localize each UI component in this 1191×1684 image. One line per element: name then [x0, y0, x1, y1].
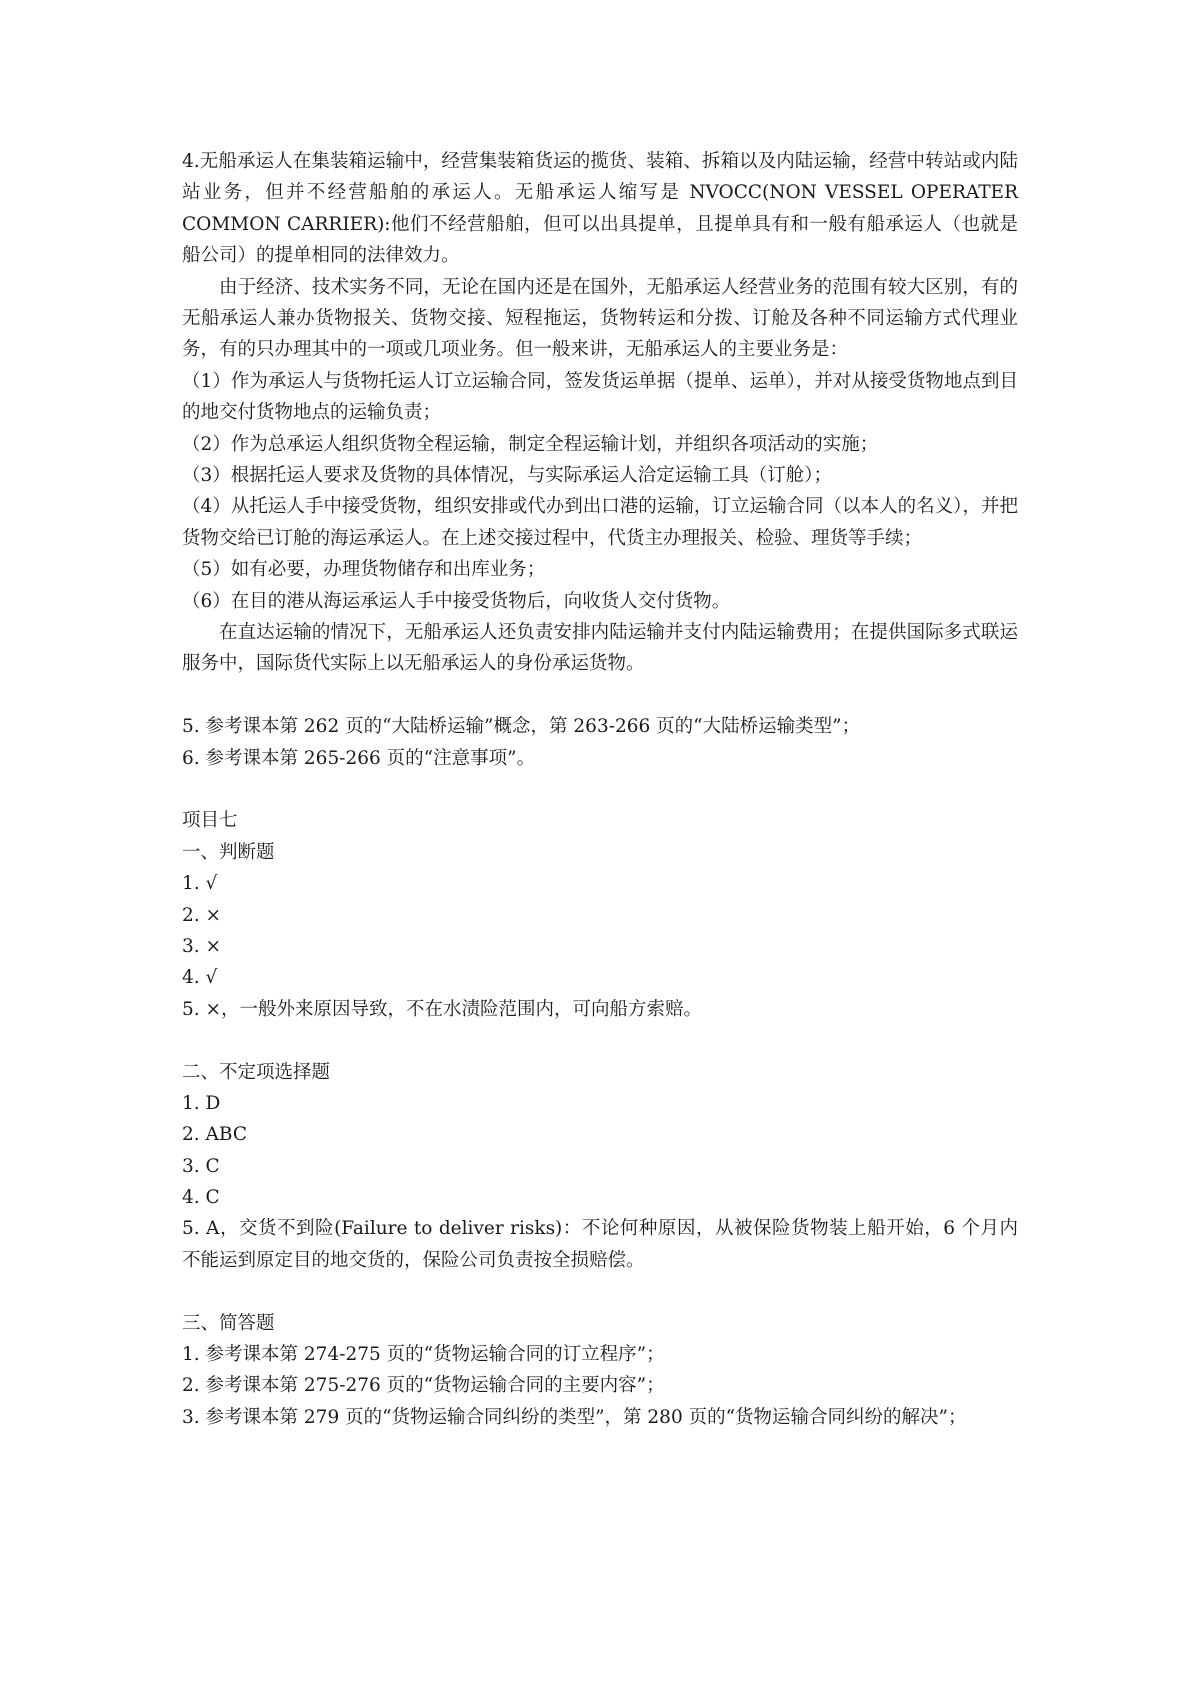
judge-item-2: 2. × [182, 904, 222, 926]
direct-transport-paragraph: 在直达运输的情况下，无船承运人还负责安排内陆运输并支付内陆运输费用；在提供国际多式联运服务中，国际货代实际上以无船承运人的身份承运货物。 [182, 622, 1018, 675]
nvocc-definition-paragraph: 4.无船承运人在集装箱运输中，经营集装箱货运的揽货、装箱、拆箱以及内陆运输，经营中转站或内陆站业务，但并不经营船舶的承运人。无船承运人缩写是 NVOCC(NON VESSEL OPERATER COMMON CARRIER):他们不经营船舶，但可以出具提单，且提单具有和一般有船承运人（也就是船公司）的提单相同的法律效力。 [182, 151, 1018, 267]
choice-item-4: 4. C [182, 1187, 220, 1209]
spacer [182, 1276, 1018, 1307]
business-item-5: （5）如有必要，办理货物储存和出库业务； [182, 559, 546, 581]
short-answer-item-3: 3. 参考课本第 279 页的“货物运输合同纠纷的类型”，第 280 页的“货物运输合同纠纷的解决”； [182, 1406, 967, 1428]
judge-heading: 一、判断题 [182, 841, 275, 863]
choice-heading: 二、不定项选择题 [182, 1061, 331, 1083]
judge-item-4: 4. √ [182, 967, 218, 989]
answer-5: 5. 参考课本第 262 页的“大陆桥运输”概念，第 263-266 页的“大陆桥运输类型”； [182, 716, 861, 738]
choice-item-1: 1. D [182, 1092, 221, 1114]
business-item-2: （2）作为总承运人组织货物全程运输，制定全程运输计划，并组织各项活动的实施； [182, 433, 879, 455]
business-item-4: （4）从托运人手中接受货物，组织安排或代办到出口港的运输，订立运输合同（以本人的名义），并把货物交给已订舱的海运承运人。在上述交接过程中，代货主办理报关、检验、理货等手续； [182, 496, 1018, 549]
short-answer-item-2: 2. 参考课本第 275-276 页的“货物运输合同的主要内容”； [182, 1375, 665, 1397]
judge-item-1: 1. √ [182, 873, 218, 895]
judge-item-5: 5. ×，一般外来原因导致，不在水渍险范围内，可向船方索赔。 [182, 998, 703, 1020]
choice-item-2: 2. ABC [182, 1124, 247, 1146]
spacer [182, 680, 1018, 711]
choice-item-3: 3. C [182, 1155, 220, 1177]
nvocc-business-scope-paragraph: 由于经济、技术实务不同，无论在国内还是在国外，无船承运人经营业务的范围有较大区别，有的无船承运人兼办货物报关、货物交接、短程拖运，货物转运和分拨、订舱及各种不同运输方式代理业务，有的只办理其中的一项或几项业务。但一般来讲，无船承运人的主要业务是： [182, 276, 1018, 361]
short-answer-heading: 三、简答题 [182, 1312, 275, 1334]
choice-item-5: 5. A，交货不到险(Failure to deliver risks)：不论何种原因，从被保险货物装上船开始，6 个月内不能运到原定目的地交货的，保险公司负责按全损赔偿。 [182, 1218, 1018, 1271]
project-title: 项目七 [182, 810, 238, 832]
judge-item-3: 3. × [182, 935, 222, 957]
spacer [182, 1025, 1018, 1056]
document-page [182, 146, 1018, 1433]
short-answer-item-1: 1. 参考课本第 274-275 页的“货物运输合同的订立程序”； [182, 1344, 665, 1366]
business-item-6: （6）在目的港从海运承运人手中接受货物后，向收货人交付货物。 [182, 590, 731, 612]
answer-6: 6. 参考课本第 265-266 页的“注意事项”。 [182, 747, 536, 769]
business-item-3: （3）根据托运人要求及货物的具体情况，与实际承运人洽定运输工具（订舱）； [182, 465, 833, 487]
business-item-1: （1）作为承运人与货物托运人订立运输合同，签发货运单据（提单、运单），并对从接受货物地点到目的地交付货物地点的运输负责； [182, 370, 1018, 424]
spacer [182, 774, 1018, 805]
